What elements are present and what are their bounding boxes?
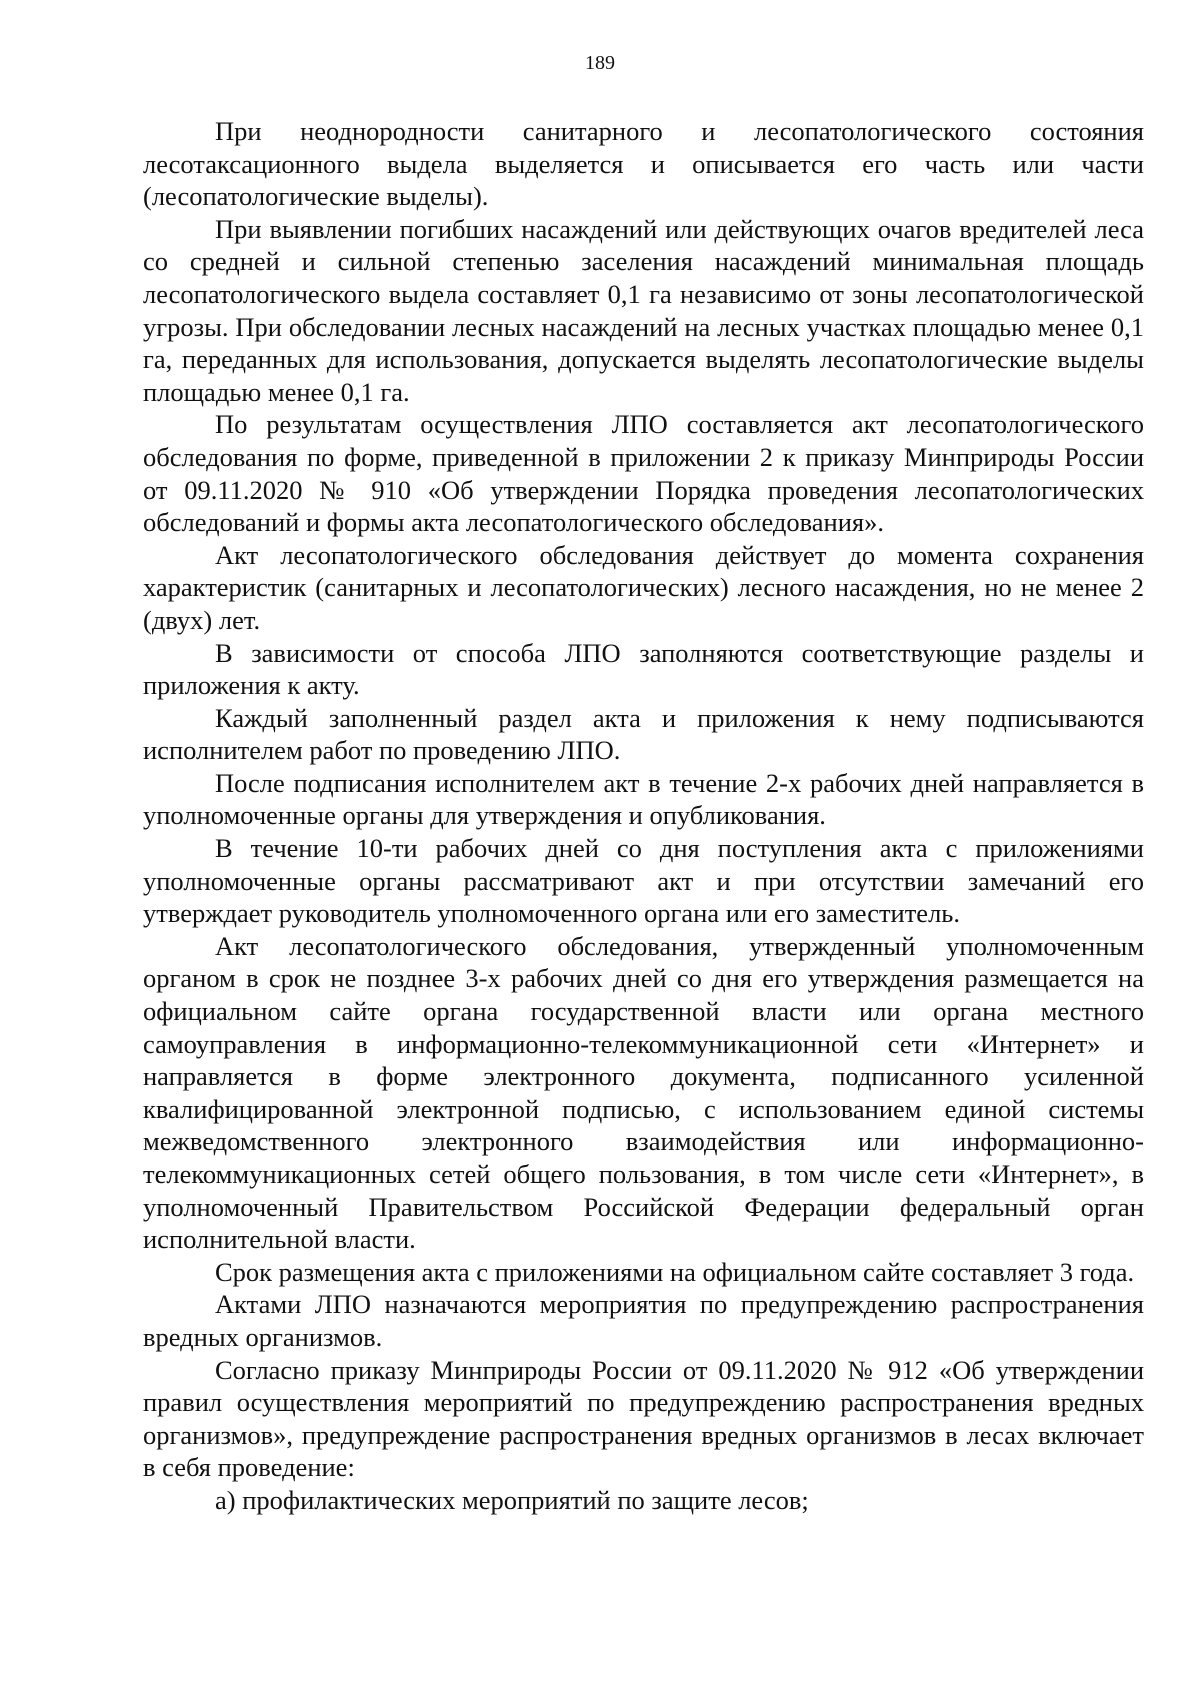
page-number: 189 — [585, 52, 615, 74]
paragraph-publication-period: Срок размещения акта с приложениями на официальном сайте составляет 3 года. — [215, 1256, 1135, 1287]
paragraph-publication: Акт лесопатологического обследования, утвержденный уполномоченным органом в срок не позднее 3-х рабочих дней со дня его утверждения размещается на официальном сайте органа государственной власти или органа местного самоуправления в информационно-телекоммуникационной сети «Интернет» и направляется в форме электронного документа, подписанного усиленной квалифицированной электронной подписью, с использованием единой системы межведомственного электронного взаимодействия или информационно-телекоммуникационных сетей общего пользования, в том числе сети «Интернет», в уполномоченный Правительством Российской Федерации федеральный орган исполнительной власти. — [143, 930, 1144, 1255]
paragraph-signing: Каждый заполненный раздел акта и приложения к нему подписываются исполнителем работ по проведению ЛПО. — [143, 702, 1144, 766]
paragraph-measures: Актами ЛПО назначаются мероприятия по предупреждению распространения вредных организмов. — [143, 1289, 1144, 1352]
paragraph-act-validity: Акт лесопатологического обследования действует до момента сохранения характеристик (санитарных и лесопатологических) лесного насаждения, но не менее 2 (двух) лет. — [143, 539, 1144, 635]
paragraph-act-form: По результатам осуществления ЛПО составляется акт лесопатологического обследования по форме, приведенной в приложении 2 к приказу Минприроды России от 09.11.2020 № 910 «Об утверждении Порядка проведения лесопатологических обследований и формы акта лесопатологического обследования». — [143, 409, 1144, 538]
paragraph-minimum-area: При выявлении погибших насаждений или действующих очагов вредителей леса со средней и сильной степенью заселения насаждений минимальная площадь лесопатологического выдела составляет 0,1 га независимо от зоны лесопатологической угрозы. При обследовании лесных насаждений на лесных участках площадью менее 0,1 га, переданных для использования, допускается выделять лесопатологические выделы площадью менее 0,1 га. — [143, 213, 1144, 407]
paragraph-sanitary-heterogeneity: При неоднородности санитарного и лесопатологического состояния лесотаксационного выдела выделяется и описывается его часть или части (лесопатологические выделы). — [143, 116, 1144, 212]
list-item-a: а) профилактических мероприятий по защите лесов; — [215, 1484, 809, 1515]
paragraph-submission: После подписания исполнителем акт в течение 2-х рабочих дней направляется в уполномоченные органы для утверждения и опубликования. — [143, 767, 1144, 831]
document-body — [143, 115, 1144, 1517]
paragraph-review: В течение 10-ти рабочих дней со дня поступления акта с приложениями уполномоченные органы рассматривают акт и при отсутствии замечаний его утверждает руководитель уполномоченного органа или его заместитель. — [143, 833, 1144, 929]
paragraph-sections-filling: В зависимости от способа ЛПО заполняются соответствующие разделы и приложения к акту. — [143, 637, 1144, 701]
paragraph-order-912: Согласно приказу Минприроды России от 09.11.2020 № 912 «Об утверждении правил осуществления мероприятий по предупреждению распространения вредных организмов», предупреждение распространения вредных организмов в лесах включает в себя проведение: — [143, 1354, 1144, 1483]
